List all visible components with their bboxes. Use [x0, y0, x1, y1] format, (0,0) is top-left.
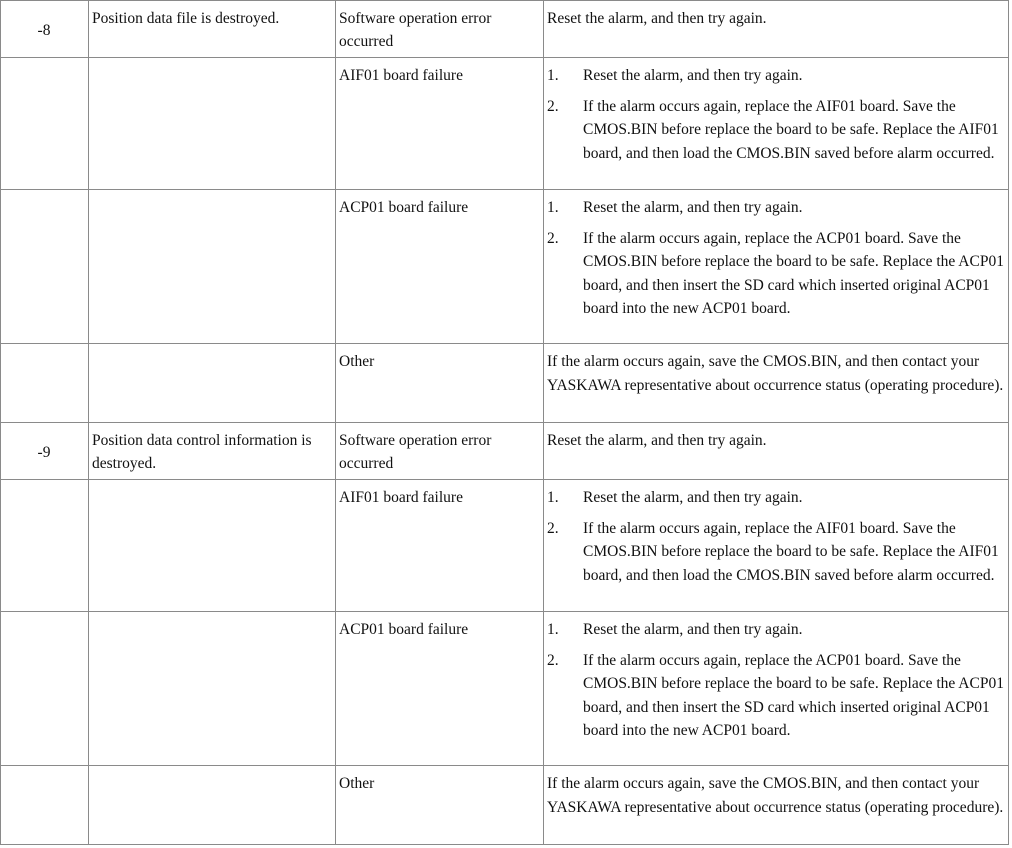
- description: Position data control information is destroyed.: [92, 432, 312, 472]
- sub-code: -8: [37, 21, 51, 39]
- step-number: 1.: [547, 199, 559, 216]
- cause: Software operation error occurred: [339, 10, 492, 50]
- list-item: [547, 64, 1004, 88]
- table-row: [1, 344, 1009, 423]
- remedy-cell: [544, 1, 1009, 58]
- list-item: [547, 486, 1004, 510]
- table-row: [1, 423, 1009, 480]
- sub-code-cell: [1, 612, 89, 766]
- description-cell: [89, 1, 336, 58]
- remedy: Reset the alarm, and then try again.: [547, 10, 767, 27]
- cause-cell: [336, 344, 544, 423]
- table-row: [1, 480, 1009, 612]
- step-number: 1.: [547, 621, 559, 638]
- remedy-cell: [544, 423, 1009, 480]
- remedy-steps: [547, 618, 1004, 743]
- cause: AIF01 board failure: [339, 67, 463, 84]
- description-cell: [89, 480, 336, 612]
- remedy-steps: [547, 64, 1004, 165]
- cause: Other: [339, 775, 375, 792]
- sub-code-cell: [1, 344, 89, 423]
- table-row: [1, 190, 1009, 344]
- description-cell: [89, 190, 336, 344]
- cause-cell: [336, 1, 544, 58]
- list-item: [547, 196, 1004, 220]
- remedy-cell: [544, 480, 1009, 612]
- description: Position data file is destroyed.: [92, 10, 280, 27]
- step-number: 2.: [547, 229, 559, 247]
- step-number: 2.: [547, 651, 559, 669]
- description-cell: [89, 344, 336, 423]
- list-item: [547, 95, 1004, 166]
- list-item: [547, 227, 1004, 321]
- step-number: 2.: [547, 97, 559, 115]
- remedy-cell: [544, 612, 1009, 766]
- remedy-steps: [547, 196, 1004, 321]
- step-text: If the alarm occurs again, replace the AIF01 board. Save the CMOS.BIN before replace the board to be safe. Replace the AIF01 board, and then load the CMOS.BIN saved before alarm occurred.: [583, 97, 999, 162]
- step-text: If the alarm occurs again, replace the ACP01 board. Save the CMOS.BIN before replace the board to be safe. Replace the ACP01 board, and then insert the SD card which inserted original ACP01 board into the new ACP01 board.: [583, 229, 1004, 317]
- list-item: [547, 517, 1004, 588]
- cause-cell: [336, 190, 544, 344]
- cause: Software operation error occurred: [339, 432, 492, 472]
- cause: Other: [339, 353, 375, 370]
- sub-code-cell: [1, 766, 89, 845]
- list-item: [547, 649, 1004, 743]
- sub-code-cell: [1, 58, 89, 190]
- cause-cell: [336, 423, 544, 480]
- sub-code-cell: [1, 423, 89, 480]
- description-cell: [89, 766, 336, 845]
- sub-code: -9: [37, 443, 51, 461]
- cause-cell: [336, 766, 544, 845]
- remedy: If the alarm occurs again, save the CMOS.BIN, and then contact your YASKAWA representative about occurrence status (operating procedure).: [547, 353, 1004, 394]
- step-number: 1.: [547, 489, 559, 506]
- cause-cell: [336, 58, 544, 190]
- step-text: Reset the alarm, and then try again.: [583, 67, 803, 84]
- remedy-cell: [544, 58, 1009, 190]
- sub-code-cell: [1, 190, 89, 344]
- remedy-cell: [544, 766, 1009, 845]
- step-number: 2.: [547, 519, 559, 537]
- description-cell: [89, 58, 336, 190]
- description-cell: [89, 423, 336, 480]
- remedy: If the alarm occurs again, save the CMOS.BIN, and then contact your YASKAWA representative about occurrence status (operating procedure).: [547, 775, 1004, 816]
- cause: AIF01 board failure: [339, 489, 463, 506]
- step-text: If the alarm occurs again, replace the AIF01 board. Save the CMOS.BIN before replace the board to be safe. Replace the AIF01 board, and then load the CMOS.BIN saved before alarm occurred.: [583, 519, 999, 584]
- cause: ACP01 board failure: [339, 199, 469, 216]
- table-row: [1, 58, 1009, 190]
- step-number: 1.: [547, 67, 559, 84]
- list-item: [547, 618, 1004, 642]
- remedy-steps: [547, 486, 1004, 587]
- description-cell: [89, 612, 336, 766]
- step-text: Reset the alarm, and then try again.: [583, 199, 803, 216]
- step-text: Reset the alarm, and then try again.: [583, 621, 803, 638]
- sub-code-cell: [1, 480, 89, 612]
- remedy-cell: [544, 190, 1009, 344]
- step-text: If the alarm occurs again, replace the ACP01 board. Save the CMOS.BIN before replace the board to be safe. Replace the ACP01 board, and then insert the SD card which inserted original ACP01 board into the new ACP01 board.: [583, 651, 1004, 739]
- remedy-cell: [544, 344, 1009, 423]
- table-row: [1, 1, 1009, 58]
- step-text: Reset the alarm, and then try again.: [583, 489, 803, 506]
- cause-cell: [336, 480, 544, 612]
- cause: ACP01 board failure: [339, 621, 469, 638]
- table-row: [1, 612, 1009, 766]
- sub-code-cell: [1, 1, 89, 58]
- remedy: Reset the alarm, and then try again.: [547, 432, 767, 449]
- table-row: [1, 766, 1009, 845]
- cause-cell: [336, 612, 544, 766]
